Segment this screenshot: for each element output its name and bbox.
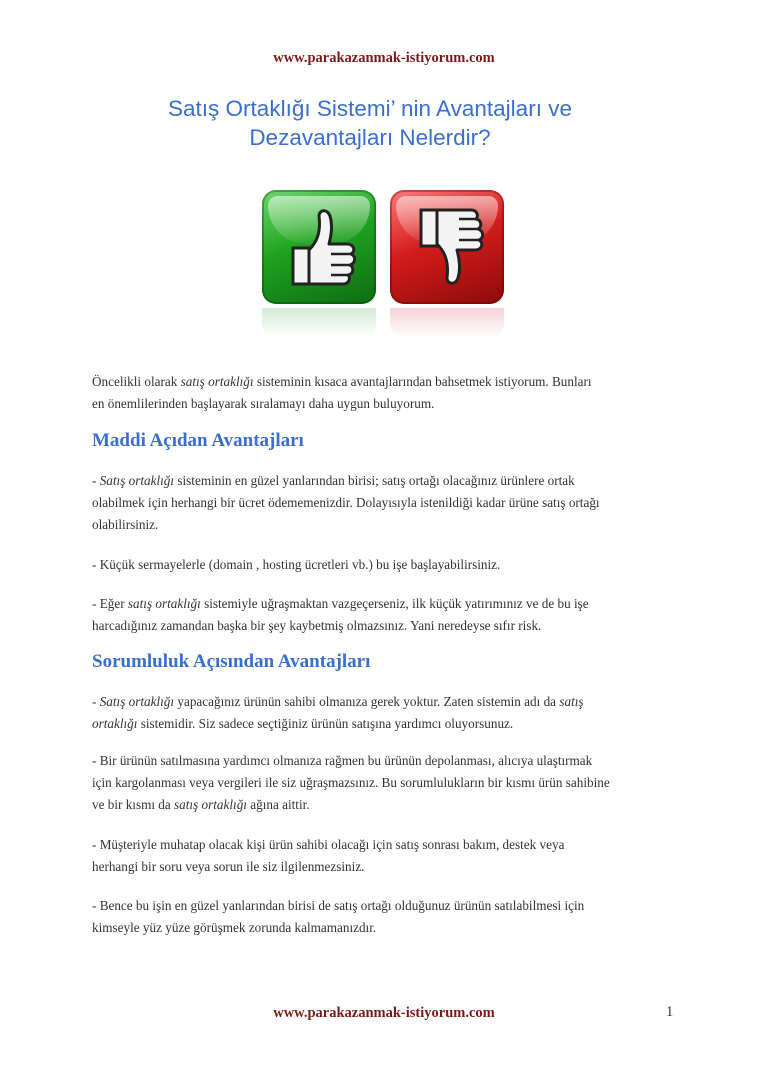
- s2p3-line-1: - Müşteriyle muhatap olacak kişi ürün sahibi olacağı için satış sonrası bakım, destek veya: [92, 837, 565, 852]
- intro-em-1: satış ortaklığı: [180, 374, 254, 389]
- s1p3-em-1: satış ortaklığı: [127, 596, 201, 611]
- s1p3-text-a: - Eğer: [92, 596, 128, 611]
- thumbs-up-button: [262, 190, 376, 304]
- s1p1-em-1: Satış ortaklığı: [99, 473, 175, 488]
- reflection-red: [390, 308, 504, 338]
- s1p3-line-2: harcadığınız zamandan başka bir şey kaybetmiş olmazsınız. Yani neredeyse sıfır risk.: [92, 618, 542, 633]
- s2p4-line-2: kimseyle yüz yüze görüşmek zorunda kalmamanızdır.: [92, 920, 377, 935]
- s1p1-text-b: sisteminin en güzel yanlarından birisi; satış ortağı olacağınız ürünlere ortak: [174, 473, 575, 488]
- thumbs-up-icon: [279, 204, 359, 290]
- s2p1-em-3: ortaklığı: [92, 716, 138, 731]
- header-url: www.parakazanmak-istiyorum.com: [273, 50, 495, 66]
- s2p2-em-1: satış ortaklığı: [174, 797, 247, 812]
- s2p2-line-1: - Bir ürünün satılmasına yardımcı olmanıza rağmen bu ürünün depolanması, alıcıya ulaştırmak: [92, 753, 593, 768]
- thumbs-image: [258, 190, 514, 340]
- s2p3-line-2: herhangi bir soru veya sorun ile siz ilgilenmezsiniz.: [92, 859, 365, 874]
- thumbs-down-icon: [407, 204, 487, 290]
- s2p1-em-2: satış: [559, 694, 584, 709]
- s2p4-line-1: - Bence bu işin en güzel yanlarından birisi de satış ortağı olduğunuz ürünün satılabilmesi için: [92, 898, 585, 913]
- s2p1-text-c: sistemidir. Siz sadece seçtiğiniz ürünün satışına yardımcı oluyorsunuz.: [137, 716, 514, 731]
- s2p1-em-1: Satış ortaklığı: [99, 694, 175, 709]
- title-line-1: Satış Ortaklığı Sistemi’ nin Avantajları ve: [168, 96, 572, 121]
- thumbs-down-button: [390, 190, 504, 304]
- intro-paragraph: [92, 371, 692, 415]
- section1-paragraph-1: [92, 470, 692, 536]
- title-line-2: Dezavantajları Nelerdir?: [249, 125, 491, 150]
- s2p2-text-a: ve bir kısmı da: [92, 797, 175, 812]
- s2p2-text-b: ağına aittir.: [246, 797, 310, 812]
- section-heading-sorumluluk: Sorumluluk Açısından Avantajları: [92, 651, 371, 672]
- intro-text-a: Öncelikli olarak: [92, 374, 181, 389]
- s1p1-line-2: olabilmek için herhangi bir ücret ödememenizdir. Dolayısıyla istenildiği kadar ürüne satış ortağı: [92, 495, 600, 510]
- section2-paragraph-3: [92, 834, 692, 878]
- section-heading-maddi: Maddi Açıdan Avantajları: [92, 430, 304, 451]
- section1-paragraph-2: - Küçük sermayelerle (domain , hosting ücretleri vb.) bu işe başlayabilirsiniz.: [92, 557, 501, 572]
- section1-paragraph-3: [92, 593, 692, 637]
- section2-paragraph-4: [92, 895, 692, 939]
- s2p1-text-b: yapacağınız ürünün sahibi olmanıza gerek yoktur. Zaten sistemin adı da: [174, 694, 560, 709]
- intro-text-b: sisteminin kısaca avantajlarından bahsetmek istiyorum. Bunları: [253, 374, 592, 389]
- s1p1-line-3: olabilirsiniz.: [92, 517, 159, 532]
- s2p2-line-2: için kargolanması veya vergileri ile siz uğraşmazsınız. Bu sorumlulukların bir kısmı ürün sahibine: [92, 775, 610, 790]
- s1p1-text-a: -: [92, 473, 100, 488]
- section2-paragraph-2: [92, 750, 692, 816]
- section2-paragraph-1: [92, 691, 692, 735]
- reflection-green: [262, 308, 376, 338]
- s2p1-text-a: -: [92, 694, 100, 709]
- footer-url: www.parakazanmak-istiyorum.com: [273, 1005, 495, 1021]
- page-number: 1: [666, 1004, 674, 1020]
- document-title: [110, 94, 630, 152]
- intro-line-2: en önemlilerinden başlayarak sıralamayı daha uygun buluyorum.: [92, 396, 435, 411]
- s1p3-text-b: sistemiyle uğraşmaktan vazgeçerseniz, ilk küçük yatırımınız ve de bu işe: [200, 596, 589, 611]
